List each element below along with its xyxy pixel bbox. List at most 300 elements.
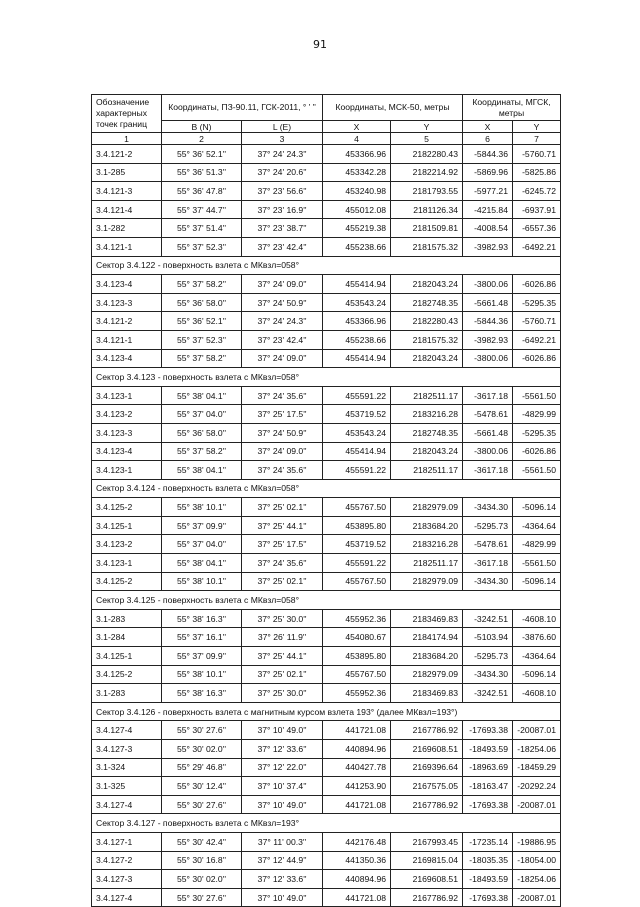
table-body	[92, 145, 561, 907]
longitude-l-cell: 37° 25' 30.0''	[242, 684, 323, 703]
x-msk-cell: 453366.96	[323, 312, 391, 331]
y-msk-cell: 2182979.09	[391, 665, 463, 684]
point-id-cell: 3.1-285	[92, 163, 162, 182]
x-msk-cell: 440427.78	[323, 758, 391, 777]
table-row	[92, 572, 561, 591]
y-msk-cell: 2182214.92	[391, 163, 463, 182]
table-row	[92, 758, 561, 777]
longitude-l-cell: 37° 10' 49.0''	[242, 888, 323, 907]
table-row	[92, 461, 561, 480]
table-row	[92, 200, 561, 219]
y-msk-cell: 2181575.32	[391, 237, 463, 256]
longitude-l-cell: 37° 25' 02.1''	[242, 665, 323, 684]
y-mgsk-cell: -4608.10	[513, 609, 561, 628]
table-row	[92, 163, 561, 182]
latitude-b-cell: 55° 36' 58.0''	[162, 293, 242, 312]
longitude-l-cell: 37° 24' 24.3''	[242, 145, 323, 164]
x-mgsk-cell: -18493.59	[463, 740, 513, 759]
longitude-l-cell: 37° 25' 02.1''	[242, 498, 323, 517]
x-msk-cell: 455767.50	[323, 498, 391, 517]
header-x-msk: X	[323, 121, 391, 133]
y-msk-cell: 2182748.35	[391, 293, 463, 312]
section-title: Сектор 3.4.127 - поверхность взлета с МКвзл=193°	[92, 814, 561, 833]
section-title: Сектор 3.4.125 - поверхность взлета с МКвзл=058°	[92, 591, 561, 610]
section-row	[92, 591, 561, 610]
x-mgsk-cell: -17693.38	[463, 888, 513, 907]
longitude-l-cell: 37° 23' 56.6''	[242, 182, 323, 201]
x-msk-cell: 440894.96	[323, 870, 391, 889]
latitude-b-cell: 55° 37' 58.2''	[162, 275, 242, 294]
section-title: Сектор 3.4.124 - поверхность взлета с МКвзл=058°	[92, 479, 561, 498]
longitude-l-cell: 37° 25' 17.5''	[242, 405, 323, 424]
y-msk-cell: 2182043.24	[391, 275, 463, 294]
x-msk-cell: 453895.80	[323, 516, 391, 535]
longitude-l-cell: 37° 10' 49.0''	[242, 795, 323, 814]
y-msk-cell: 2183216.28	[391, 535, 463, 554]
page-number: 91	[313, 38, 327, 51]
table-row	[92, 665, 561, 684]
point-id-cell: 3.4.127-2	[92, 851, 162, 870]
table-row	[92, 609, 561, 628]
table-row	[92, 237, 561, 256]
longitude-l-cell: 37° 24' 35.6''	[242, 461, 323, 480]
point-id-cell: 3.4.125-2	[92, 572, 162, 591]
header-l: L (E)	[242, 121, 323, 133]
column-number: 1	[92, 133, 162, 145]
point-id-cell: 3.4.127-4	[92, 795, 162, 814]
y-mgsk-cell: -20087.01	[513, 795, 561, 814]
longitude-l-cell: 37° 24' 50.9''	[242, 293, 323, 312]
y-msk-cell: 2182280.43	[391, 312, 463, 331]
latitude-b-cell: 55° 36' 51.3''	[162, 163, 242, 182]
longitude-l-cell: 37° 24' 20.6''	[242, 163, 323, 182]
longitude-l-cell: 37° 25' 02.1''	[242, 572, 323, 591]
x-msk-cell: 455767.50	[323, 572, 391, 591]
latitude-b-cell: 55° 29' 46.8''	[162, 758, 242, 777]
y-msk-cell: 2167575.05	[391, 777, 463, 796]
x-msk-cell: 455238.66	[323, 237, 391, 256]
latitude-b-cell: 55° 30' 27.6''	[162, 795, 242, 814]
table-row	[92, 535, 561, 554]
x-mgsk-cell: -5977.21	[463, 182, 513, 201]
table-row	[92, 312, 561, 331]
x-msk-cell: 453366.96	[323, 145, 391, 164]
longitude-l-cell: 37° 24' 09.0''	[242, 349, 323, 368]
latitude-b-cell: 55° 38' 16.3''	[162, 684, 242, 703]
y-mgsk-cell: -3876.60	[513, 628, 561, 647]
header-b: B (N)	[162, 121, 242, 133]
x-mgsk-cell: -3617.18	[463, 554, 513, 573]
x-mgsk-cell: -5478.61	[463, 535, 513, 554]
x-msk-cell: 453719.52	[323, 535, 391, 554]
table-row	[92, 293, 561, 312]
point-id-cell: 3.4.127-1	[92, 832, 162, 851]
table-row	[92, 870, 561, 889]
y-msk-cell: 2167993.45	[391, 832, 463, 851]
y-mgsk-cell: -5561.50	[513, 461, 561, 480]
point-id-cell: 3.4.127-4	[92, 888, 162, 907]
longitude-l-cell: 37° 23' 42.4''	[242, 237, 323, 256]
coordinates-table	[91, 94, 561, 907]
longitude-l-cell: 37° 25' 44.1''	[242, 516, 323, 535]
latitude-b-cell: 55° 30' 27.6''	[162, 888, 242, 907]
y-msk-cell: 2181793.55	[391, 182, 463, 201]
x-msk-cell: 455414.94	[323, 442, 391, 461]
y-mgsk-cell: -6026.86	[513, 349, 561, 368]
point-id-cell: 3.1-324	[92, 758, 162, 777]
x-mgsk-cell: -3242.51	[463, 684, 513, 703]
header-coords-msk: Координаты, МСК-50, метры	[323, 95, 463, 121]
x-mgsk-cell: -18493.59	[463, 870, 513, 889]
point-id-cell: 3.1-325	[92, 777, 162, 796]
y-mgsk-cell: -5295.35	[513, 423, 561, 442]
table-row	[92, 777, 561, 796]
point-id-cell: 3.1-283	[92, 609, 162, 628]
y-msk-cell: 2182511.17	[391, 554, 463, 573]
x-msk-cell: 442176.48	[323, 832, 391, 851]
y-mgsk-cell: -18459.29	[513, 758, 561, 777]
latitude-b-cell: 55° 38' 10.1''	[162, 572, 242, 591]
y-mgsk-cell: -5561.50	[513, 554, 561, 573]
x-mgsk-cell: -5844.36	[463, 145, 513, 164]
table-row	[92, 684, 561, 703]
longitude-l-cell: 37° 25' 44.1''	[242, 647, 323, 666]
header-x-mgsk: X	[463, 121, 513, 133]
x-msk-cell: 455591.22	[323, 461, 391, 480]
y-msk-cell: 2167786.92	[391, 888, 463, 907]
x-msk-cell: 453895.80	[323, 647, 391, 666]
y-msk-cell: 2169396.64	[391, 758, 463, 777]
y-mgsk-cell: -5760.71	[513, 312, 561, 331]
x-msk-cell: 455952.36	[323, 684, 391, 703]
table-row	[92, 405, 561, 424]
point-id-cell: 3.4.127-4	[92, 721, 162, 740]
table-row	[92, 721, 561, 740]
table-row	[92, 442, 561, 461]
y-msk-cell: 2183216.28	[391, 405, 463, 424]
x-msk-cell: 453543.24	[323, 423, 391, 442]
y-mgsk-cell: -20292.24	[513, 777, 561, 796]
latitude-b-cell: 55° 36' 52.1''	[162, 312, 242, 331]
y-mgsk-cell: -4364.64	[513, 516, 561, 535]
column-number: 6	[463, 133, 513, 145]
point-id-cell: 3.4.123-1	[92, 461, 162, 480]
x-msk-cell: 453342.28	[323, 163, 391, 182]
x-msk-cell: 455012.08	[323, 200, 391, 219]
y-msk-cell: 2182511.17	[391, 386, 463, 405]
x-mgsk-cell: -4008.54	[463, 219, 513, 238]
longitude-l-cell: 37° 23' 16.9''	[242, 200, 323, 219]
x-mgsk-cell: -5295.73	[463, 516, 513, 535]
x-mgsk-cell: -3617.18	[463, 461, 513, 480]
section-title: Сектор 3.4.122 - поверхность взлета с МКвзл=058°	[92, 256, 561, 275]
header-y-mgsk: Y	[513, 121, 561, 133]
latitude-b-cell: 55° 37' 58.2''	[162, 442, 242, 461]
point-id-cell: 3.4.123-4	[92, 275, 162, 294]
latitude-b-cell: 55° 37' 58.2''	[162, 349, 242, 368]
y-msk-cell: 2182748.35	[391, 423, 463, 442]
table-row	[92, 330, 561, 349]
y-mgsk-cell: -4608.10	[513, 684, 561, 703]
x-msk-cell: 455767.50	[323, 665, 391, 684]
y-mgsk-cell: -18254.06	[513, 870, 561, 889]
x-msk-cell: 455414.94	[323, 275, 391, 294]
y-msk-cell: 2183469.83	[391, 684, 463, 703]
x-mgsk-cell: -5869.96	[463, 163, 513, 182]
latitude-b-cell: 55° 37' 04.0''	[162, 535, 242, 554]
x-msk-cell: 453240.98	[323, 182, 391, 201]
y-msk-cell: 2169608.51	[391, 740, 463, 759]
y-msk-cell: 2182979.09	[391, 572, 463, 591]
y-msk-cell: 2181575.32	[391, 330, 463, 349]
y-msk-cell: 2167786.92	[391, 795, 463, 814]
column-number: 7	[513, 133, 561, 145]
longitude-l-cell: 37° 24' 09.0''	[242, 275, 323, 294]
y-mgsk-cell: -18254.06	[513, 740, 561, 759]
section-title: Сектор 3.4.126 - поверхность взлета с магнитным курсом взлета 193° (далее МКвзл=193°)	[92, 702, 561, 721]
x-mgsk-cell: -3242.51	[463, 609, 513, 628]
point-id-cell: 3.4.127-3	[92, 740, 162, 759]
latitude-b-cell: 55° 38' 10.1''	[162, 498, 242, 517]
column-number: 4	[323, 133, 391, 145]
latitude-b-cell: 55° 36' 58.0''	[162, 423, 242, 442]
longitude-l-cell: 37° 26' 11.9''	[242, 628, 323, 647]
longitude-l-cell: 37° 12' 22.0''	[242, 758, 323, 777]
latitude-b-cell: 55° 37' 51.4''	[162, 219, 242, 238]
x-mgsk-cell: -5295.73	[463, 647, 513, 666]
longitude-l-cell: 37° 12' 33.6''	[242, 870, 323, 889]
x-mgsk-cell: -17693.38	[463, 721, 513, 740]
y-msk-cell: 2182979.09	[391, 498, 463, 517]
header-coords-mgsk: Координаты, МГСК, метры	[463, 95, 561, 121]
y-mgsk-cell: -6245.72	[513, 182, 561, 201]
point-id-cell: 3.4.123-3	[92, 293, 162, 312]
point-id-cell: 3.1-284	[92, 628, 162, 647]
header-coords-pz: Координаты, ПЗ-90.11, ГСК-2011, ° ' "	[162, 95, 323, 121]
x-msk-cell: 454080.67	[323, 628, 391, 647]
point-id-cell: 3.4.125-2	[92, 665, 162, 684]
y-mgsk-cell: -18054.00	[513, 851, 561, 870]
longitude-l-cell: 37° 25' 30.0''	[242, 609, 323, 628]
y-msk-cell: 2183684.20	[391, 516, 463, 535]
table-row	[92, 145, 561, 164]
x-mgsk-cell: -4215.84	[463, 200, 513, 219]
section-row	[92, 702, 561, 721]
x-mgsk-cell: -3434.30	[463, 665, 513, 684]
longitude-l-cell: 37° 10' 37.4''	[242, 777, 323, 796]
latitude-b-cell: 55° 37' 52.3''	[162, 330, 242, 349]
x-msk-cell: 455952.36	[323, 609, 391, 628]
latitude-b-cell: 55° 30' 02.0''	[162, 740, 242, 759]
x-mgsk-cell: -3982.93	[463, 330, 513, 349]
x-mgsk-cell: -3434.30	[463, 572, 513, 591]
latitude-b-cell: 55° 30' 12.4''	[162, 777, 242, 796]
x-msk-cell: 441721.08	[323, 721, 391, 740]
point-id-cell: 3.4.121-1	[92, 330, 162, 349]
point-id-cell: 3.4.123-2	[92, 405, 162, 424]
y-mgsk-cell: -5295.35	[513, 293, 561, 312]
latitude-b-cell: 55° 30' 27.6''	[162, 721, 242, 740]
longitude-l-cell: 37° 24' 09.0''	[242, 442, 323, 461]
x-msk-cell: 455591.22	[323, 386, 391, 405]
latitude-b-cell: 55° 38' 04.1''	[162, 386, 242, 405]
y-mgsk-cell: -6026.86	[513, 275, 561, 294]
y-mgsk-cell: -6026.86	[513, 442, 561, 461]
x-mgsk-cell: -17235.14	[463, 832, 513, 851]
table-row	[92, 888, 561, 907]
latitude-b-cell: 55° 37' 09.9''	[162, 516, 242, 535]
point-id-cell: 3.4.123-4	[92, 442, 162, 461]
point-id-cell: 3.4.123-4	[92, 349, 162, 368]
table-row	[92, 423, 561, 442]
latitude-b-cell: 55° 37' 44.7''	[162, 200, 242, 219]
y-mgsk-cell: -5825.86	[513, 163, 561, 182]
x-msk-cell: 455238.66	[323, 330, 391, 349]
x-mgsk-cell: -3617.18	[463, 386, 513, 405]
y-mgsk-cell: -20087.01	[513, 888, 561, 907]
point-id-cell: 3.4.121-2	[92, 312, 162, 331]
x-msk-cell: 441253.90	[323, 777, 391, 796]
table-row	[92, 498, 561, 517]
x-mgsk-cell: -18963.69	[463, 758, 513, 777]
point-id-cell: 3.4.125-2	[92, 498, 162, 517]
y-msk-cell: 2169608.51	[391, 870, 463, 889]
longitude-l-cell: 37° 23' 42.4''	[242, 330, 323, 349]
x-mgsk-cell: -5844.36	[463, 312, 513, 331]
y-mgsk-cell: -4364.64	[513, 647, 561, 666]
x-mgsk-cell: -3800.06	[463, 442, 513, 461]
point-id-cell: 3.1-283	[92, 684, 162, 703]
latitude-b-cell: 55° 30' 42.4''	[162, 832, 242, 851]
y-msk-cell: 2184174.94	[391, 628, 463, 647]
table-row	[92, 516, 561, 535]
table-row	[92, 628, 561, 647]
point-id-cell: 3.4.121-4	[92, 200, 162, 219]
x-mgsk-cell: -3800.06	[463, 349, 513, 368]
latitude-b-cell: 55° 37' 52.3''	[162, 237, 242, 256]
y-mgsk-cell: -4829.99	[513, 405, 561, 424]
y-msk-cell: 2182280.43	[391, 145, 463, 164]
y-mgsk-cell: -20087.01	[513, 721, 561, 740]
y-msk-cell: 2182511.17	[391, 461, 463, 480]
x-msk-cell: 441721.08	[323, 888, 391, 907]
x-mgsk-cell: -5103.94	[463, 628, 513, 647]
y-msk-cell: 2181126.34	[391, 200, 463, 219]
point-id-cell: 3.4.127-3	[92, 870, 162, 889]
latitude-b-cell: 55° 37' 16.1''	[162, 628, 242, 647]
y-mgsk-cell: -5561.50	[513, 386, 561, 405]
x-msk-cell: 453543.24	[323, 293, 391, 312]
latitude-b-cell: 55° 38' 04.1''	[162, 461, 242, 480]
section-row	[92, 479, 561, 498]
y-mgsk-cell: -19886.95	[513, 832, 561, 851]
x-mgsk-cell: -3434.30	[463, 498, 513, 517]
x-msk-cell: 441350.36	[323, 851, 391, 870]
longitude-l-cell: 37° 23' 38.7''	[242, 219, 323, 238]
point-id-cell: 3.4.123-1	[92, 386, 162, 405]
y-msk-cell: 2169815.04	[391, 851, 463, 870]
latitude-b-cell: 55° 36' 47.8''	[162, 182, 242, 201]
latitude-b-cell: 55° 37' 04.0''	[162, 405, 242, 424]
x-msk-cell: 455591.22	[323, 554, 391, 573]
longitude-l-cell: 37° 24' 24.3''	[242, 312, 323, 331]
longitude-l-cell: 37° 12' 33.6''	[242, 740, 323, 759]
point-id-cell: 3.4.123-1	[92, 554, 162, 573]
longitude-l-cell: 37° 25' 17.5''	[242, 535, 323, 554]
table-row	[92, 740, 561, 759]
table-row	[92, 795, 561, 814]
latitude-b-cell: 55° 38' 10.1''	[162, 665, 242, 684]
table-row	[92, 386, 561, 405]
point-id-cell: 3.4.123-3	[92, 423, 162, 442]
point-id-cell: 3.1-282	[92, 219, 162, 238]
table-row	[92, 182, 561, 201]
point-id-cell: 3.4.121-1	[92, 237, 162, 256]
longitude-l-cell: 37° 11' 00.3''	[242, 832, 323, 851]
header-point-designation: Обозначение характерных точек границ	[92, 95, 162, 133]
y-msk-cell: 2183684.20	[391, 647, 463, 666]
point-id-cell: 3.4.123-2	[92, 535, 162, 554]
latitude-b-cell: 55° 38' 16.3''	[162, 609, 242, 628]
point-id-cell: 3.4.121-3	[92, 182, 162, 201]
table-row	[92, 275, 561, 294]
section-title: Сектор 3.4.123 - поверхность взлета с МКвзл=058°	[92, 368, 561, 387]
column-number: 3	[242, 133, 323, 145]
x-mgsk-cell: -3982.93	[463, 237, 513, 256]
longitude-l-cell: 37° 10' 49.0''	[242, 721, 323, 740]
table-row	[92, 832, 561, 851]
table-row	[92, 349, 561, 368]
x-mgsk-cell: -3800.06	[463, 275, 513, 294]
section-row	[92, 814, 561, 833]
table-row	[92, 219, 561, 238]
y-mgsk-cell: -5096.14	[513, 665, 561, 684]
x-msk-cell: 440894.96	[323, 740, 391, 759]
x-mgsk-cell: -5661.48	[463, 423, 513, 442]
y-mgsk-cell: -5760.71	[513, 145, 561, 164]
point-id-cell: 3.4.121-2	[92, 145, 162, 164]
y-mgsk-cell: -5096.14	[513, 572, 561, 591]
y-mgsk-cell: -6937.91	[513, 200, 561, 219]
y-mgsk-cell: -6557.36	[513, 219, 561, 238]
latitude-b-cell: 55° 30' 16.8''	[162, 851, 242, 870]
table-row	[92, 647, 561, 666]
latitude-b-cell: 55° 37' 09.9''	[162, 647, 242, 666]
y-msk-cell: 2183469.83	[391, 609, 463, 628]
y-mgsk-cell: -6492.21	[513, 237, 561, 256]
y-msk-cell: 2181509.81	[391, 219, 463, 238]
table-row	[92, 554, 561, 573]
y-mgsk-cell: -5096.14	[513, 498, 561, 517]
longitude-l-cell: 37° 24' 35.6''	[242, 554, 323, 573]
x-mgsk-cell: -18035.35	[463, 851, 513, 870]
y-mgsk-cell: -6492.21	[513, 330, 561, 349]
x-mgsk-cell: -18163.47	[463, 777, 513, 796]
latitude-b-cell: 55° 36' 52.1''	[162, 145, 242, 164]
x-msk-cell: 455414.94	[323, 349, 391, 368]
point-id-cell: 3.4.125-1	[92, 647, 162, 666]
x-msk-cell: 441721.08	[323, 795, 391, 814]
column-number: 2	[162, 133, 242, 145]
longitude-l-cell: 37° 24' 35.6''	[242, 386, 323, 405]
section-row	[92, 368, 561, 387]
latitude-b-cell: 55° 30' 02.0''	[162, 870, 242, 889]
y-msk-cell: 2167786.92	[391, 721, 463, 740]
longitude-l-cell: 37° 12' 44.9''	[242, 851, 323, 870]
header-y-msk: Y	[391, 121, 463, 133]
y-msk-cell: 2182043.24	[391, 349, 463, 368]
x-mgsk-cell: -5661.48	[463, 293, 513, 312]
